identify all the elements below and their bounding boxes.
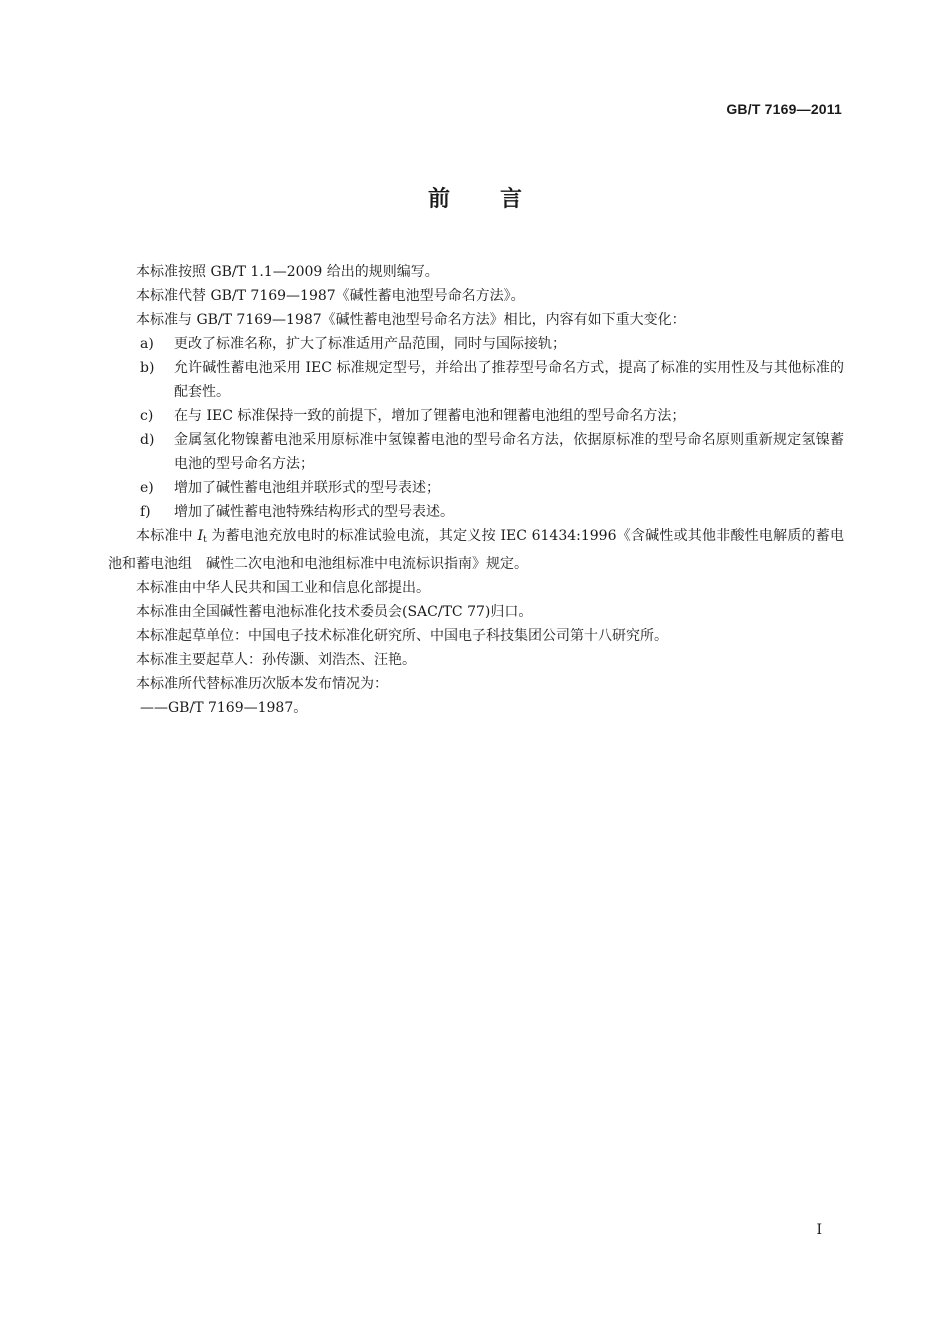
paragraph-proposed-by: 本标准由中华人民共和国工业和信息化部提出。	[136, 580, 430, 596]
list-marker: a)	[140, 336, 154, 352]
list-item-text: 金属氢化物镍蓄电池采用原标准中氢镍蓄电池的型号命名方法，依据原标准的型号命名原则重新规定氢镍蓄电池的型号命名方法；	[174, 432, 844, 472]
list-marker: b)	[140, 360, 155, 376]
standard-code: GB/T 7169—2011	[726, 101, 842, 117]
foreword-body	[108, 260, 844, 720]
history-item: ——GB/T 7169—1987。	[140, 700, 308, 716]
page-title: 前言	[427, 187, 572, 212]
list-item	[108, 332, 844, 356]
list-marker: f)	[140, 504, 151, 520]
list-marker: e)	[140, 480, 154, 496]
paragraph-history-intro: 本标准所代替标准历次版本发布情况为：	[136, 676, 388, 692]
paragraph-replaces: 本标准代替 GB/T 7169—1987《碱性蓄电池型号命名方法》。	[136, 288, 525, 304]
symbol-subscript: t	[203, 535, 207, 545]
test-current-prefix: 本标准中	[136, 528, 198, 544]
list-marker: c)	[140, 408, 154, 424]
list-item	[108, 500, 844, 524]
test-current-symbol	[198, 528, 207, 544]
paragraph-jurisdiction: 本标准由全国碱性蓄电池标准化技术委员会(SAC/TC 77)归口。	[136, 604, 533, 620]
list-item-text: 增加了碱性蓄电池特殊结构形式的型号表述。	[174, 504, 454, 520]
list-item	[108, 404, 844, 428]
paragraph-changes-intro: 本标准与 GB/T 7169—1987《碱性蓄电池型号命名方法》相比，内容有如下重大变化：	[136, 312, 686, 328]
page-number: I	[816, 1222, 822, 1238]
test-current-definition: 为蓄电池充放电时的标准试验电流，其定义按 IEC 61434:1996《含碱性或其他非酸性电解质的蓄电池和蓄电池组 碱性二次电池和电池组标准中电流标识指南》规定。	[108, 528, 844, 572]
list-item	[108, 356, 844, 404]
list-item-text: 允许碱性蓄电池采用 IEC 标准规定型号，并给出了推荐型号命名方式，提高了标准的实用性及与其他标准的配套性。	[174, 360, 844, 400]
list-item-text: 更改了标准名称，扩大了标准适用产品范围，同时与国际接轨；	[174, 336, 566, 352]
paragraph-drafting-rules: 本标准按照 GB/T 1.1—2009 给出的规则编写。	[136, 264, 439, 280]
paragraph-drafters: 本标准主要起草人：孙传灏、刘浩杰、汪艳。	[136, 652, 416, 668]
list-item-text: 在与 IEC 标准保持一致的前提下，增加了锂蓄电池和锂蓄电池组的型号命名方法；	[174, 408, 686, 424]
paragraph-test-current	[108, 524, 844, 576]
list-marker: d)	[140, 432, 155, 448]
list-item-text: 增加了碱性蓄电池组并联形式的型号表述；	[174, 480, 440, 496]
paragraph-drafting-units: 本标准起草单位：中国电子技术标准化研究所、中国电子科技集团公司第十八研究所。	[136, 628, 668, 644]
list-item	[108, 428, 844, 476]
list-item	[108, 476, 844, 500]
symbol-letter: I	[197, 528, 204, 544]
